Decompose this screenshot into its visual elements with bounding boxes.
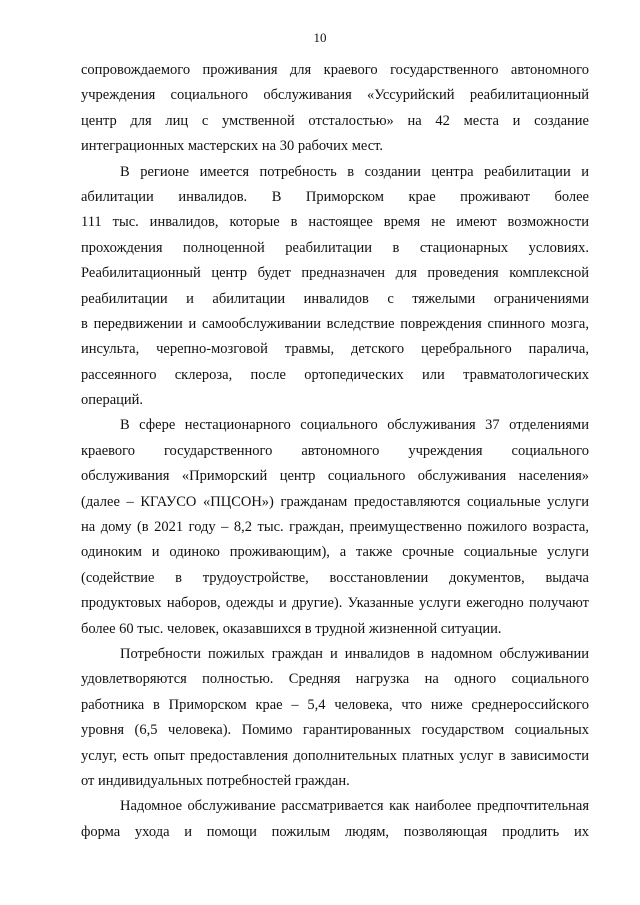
text-line: реабилитации и абилитации инвалидов с тяжелыми ограничениями xyxy=(81,290,589,307)
text-line: в передвижении и самообслуживании вследствие повреждения спинного мозга, xyxy=(81,315,589,332)
text-line: 111 тыс. инвалидов, которые в настоящее время не имеют возможности xyxy=(81,214,589,231)
text-line: сопровождаемого проживания для краевого государственного автономного xyxy=(81,62,589,78)
text-line: продуктовых наборов, одежды и другие). Указанные услуги ежегодно получают xyxy=(81,595,589,612)
text-line: прохождения полноценной реабилитации в стационарных условиях. xyxy=(81,239,589,256)
page-number: 10 xyxy=(313,30,327,45)
text-line: операций. xyxy=(81,392,144,409)
text-line: инсульта, черепно-мозговой травмы, детского церебрального паралича, xyxy=(81,341,589,358)
text-line: Реабилитационный центр будет предназначен для проведения комплексной xyxy=(81,265,589,282)
text-line: В регионе имеется потребность в создании центра реабилитации и xyxy=(120,163,589,180)
text-line: Надомное обслуживание рассматривается как наиболее предпочтительная xyxy=(120,798,589,815)
paragraph xyxy=(81,642,589,794)
text-line: более 60 тыс. человек, оказавшихся в трудной жизненной ситуации. xyxy=(81,620,502,637)
text-line: от индивидуальных потребностей граждан. xyxy=(81,772,350,789)
text-line: интеграционных мастерских на 30 рабочих мест. xyxy=(81,138,384,155)
text-line: на дому (в 2021 году – 8,2 тыс. граждан, преимущественно пожилого возраста, xyxy=(81,519,589,536)
paragraph xyxy=(81,58,589,160)
text-line: форма ухода и помощи пожилым людям, позволяющая продлить их xyxy=(81,823,589,840)
text-line: абилитации инвалидов. В Приморском крае проживают более xyxy=(81,188,589,205)
text-line: рассеянного склероза, после ортопедических или травматологических xyxy=(81,366,589,383)
text-line: (содействие в трудоустройстве, восстановлении документов, выдача xyxy=(81,569,589,586)
text-line: работника в Приморском крае – 5,4 человека, что ниже среднероссийского xyxy=(81,696,589,713)
text-line: Потребности пожилых граждан и инвалидов в надомном обслуживании xyxy=(120,645,589,662)
text-line: удовлетворяются полностью. Средняя нагрузка на одного социального xyxy=(81,671,589,688)
text-line: учреждения социального обслуживания «Уссурийский реабилитационный xyxy=(81,87,589,104)
text-line: краевого государственного автономного учреждения социального xyxy=(81,442,589,459)
text-line: одиноким и одиноко проживающим), а также срочные социальные услуги xyxy=(81,544,589,561)
paragraph xyxy=(81,160,589,414)
paragraph xyxy=(81,413,589,642)
text-line: услуг, есть опыт предоставления дополнительных платных услуг в зависимости xyxy=(81,747,589,764)
body-text xyxy=(81,58,589,845)
text-line: уровня (6,5 человека). Помимо гарантированных государством социальных xyxy=(81,722,589,739)
text-line: В сфере нестационарного социального обслуживания 37 отделениями xyxy=(120,417,589,434)
text-line: обслуживания «Приморский центр социального обслуживания населения» xyxy=(81,468,589,485)
paragraph xyxy=(81,794,589,845)
text-line: центр для лиц с умственной отсталостью» на 42 места и создание xyxy=(81,112,589,129)
text-line: (далее – КГАУСО «ПЦСОН») гражданам предоставляются социальные услуги xyxy=(81,493,589,510)
